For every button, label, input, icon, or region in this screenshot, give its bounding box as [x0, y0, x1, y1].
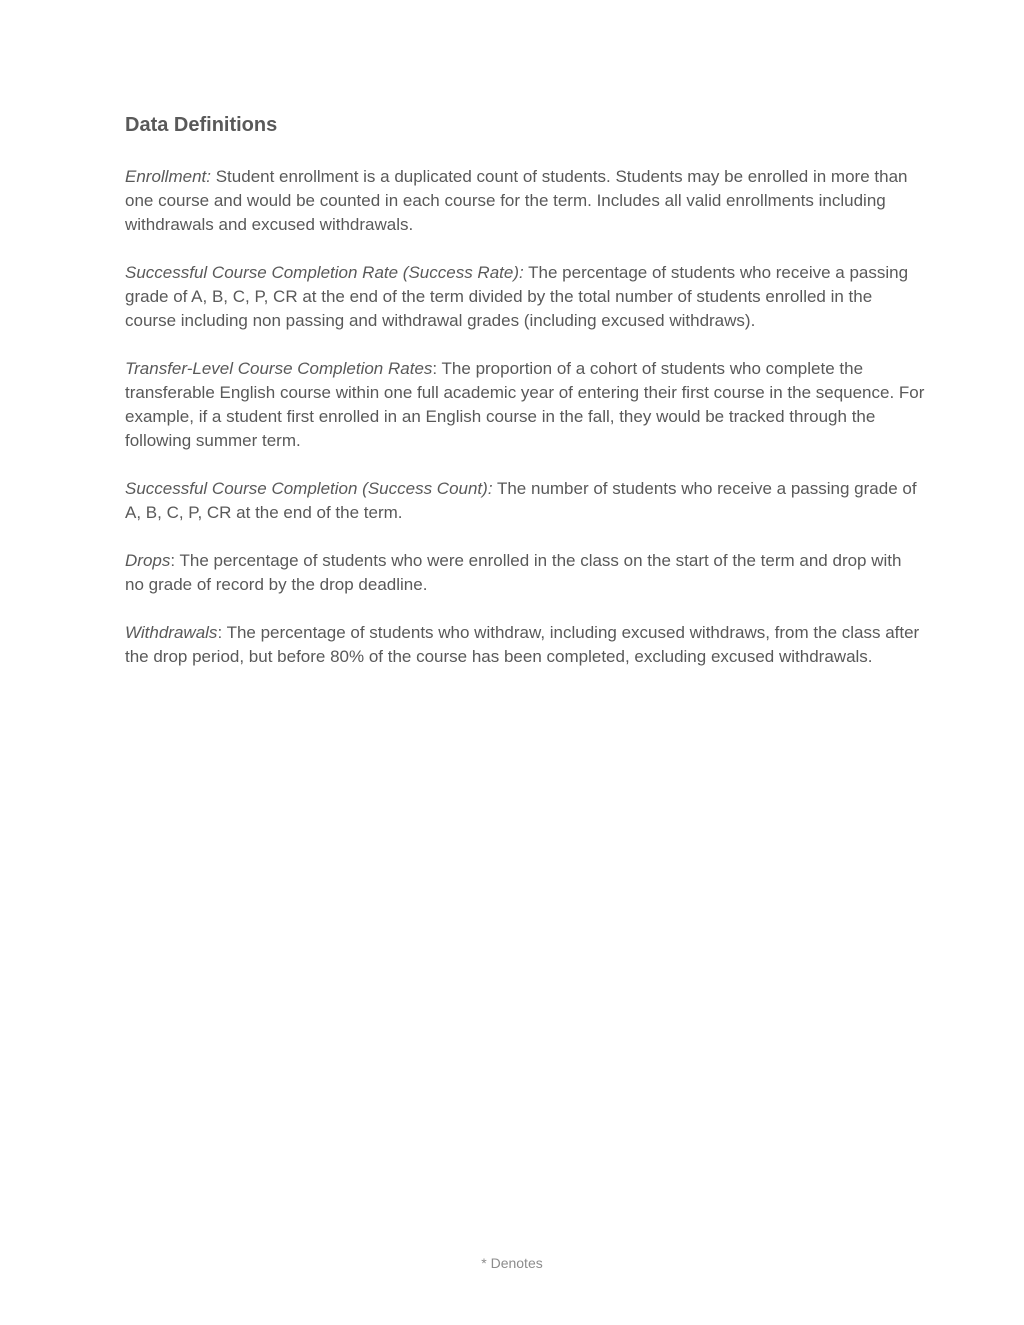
definition-withdrawals: [125, 621, 925, 669]
definition-term: Transfer-Level Course Completion Rates: [125, 359, 433, 378]
definition-text: Student enrollment is a duplicated count of students. Students may be enrolled in more than one course and would be counted in each course for the term. Includes all valid enrollments including withdrawals and excused withdrawals.: [125, 167, 908, 234]
definition-success-rate: [125, 261, 925, 333]
document-body: [125, 112, 925, 693]
definition-term: Successful Course Completion (Success Count):: [125, 479, 493, 498]
definition-term: Successful Course Completion Rate (Success Rate):: [125, 263, 524, 282]
definition-text: The percentage of students who receive a passing grade of A, B, C, P, CR at the end of the term divided by the total number of students enrolled in the course including non passing and withdrawal grades (including excused withdraws).: [125, 263, 909, 330]
definition-drops: [125, 549, 925, 597]
definition-separator: :: [217, 623, 227, 642]
definition-transfer-level: [125, 357, 925, 453]
definition-enrollment: [125, 165, 925, 237]
page-title: Data Definitions: [125, 114, 278, 136]
page-footer-note: * Denotes: [481, 1255, 543, 1271]
definition-text: The proportion of a cohort of students who complete the transferable English course within one full academic year of entering their first course in the sequence. For example, if a student first enrolled in an English course in the fall, they would be tracked through the following summer term.: [125, 359, 925, 450]
definition-term: Withdrawals: [125, 623, 218, 642]
definition-success-count: [125, 477, 925, 525]
definition-separator: :: [432, 359, 442, 378]
definition-term: Drops: [125, 551, 171, 570]
definition-separator: :: [170, 551, 180, 570]
definition-text: The percentage of students who withdraw, including excused withdraws, from the class after the drop period, but before 80% of the course has been completed, excluding excused withdrawals.: [125, 623, 920, 666]
definition-term: Enrollment:: [125, 167, 211, 186]
definition-text: The percentage of students who were enrolled in the class on the start of the term and drop with no grade of record by the drop deadline.: [125, 551, 902, 594]
definition-text: The number of students who receive a passing grade of A, B, C, P, CR at the end of the term.: [125, 479, 917, 522]
